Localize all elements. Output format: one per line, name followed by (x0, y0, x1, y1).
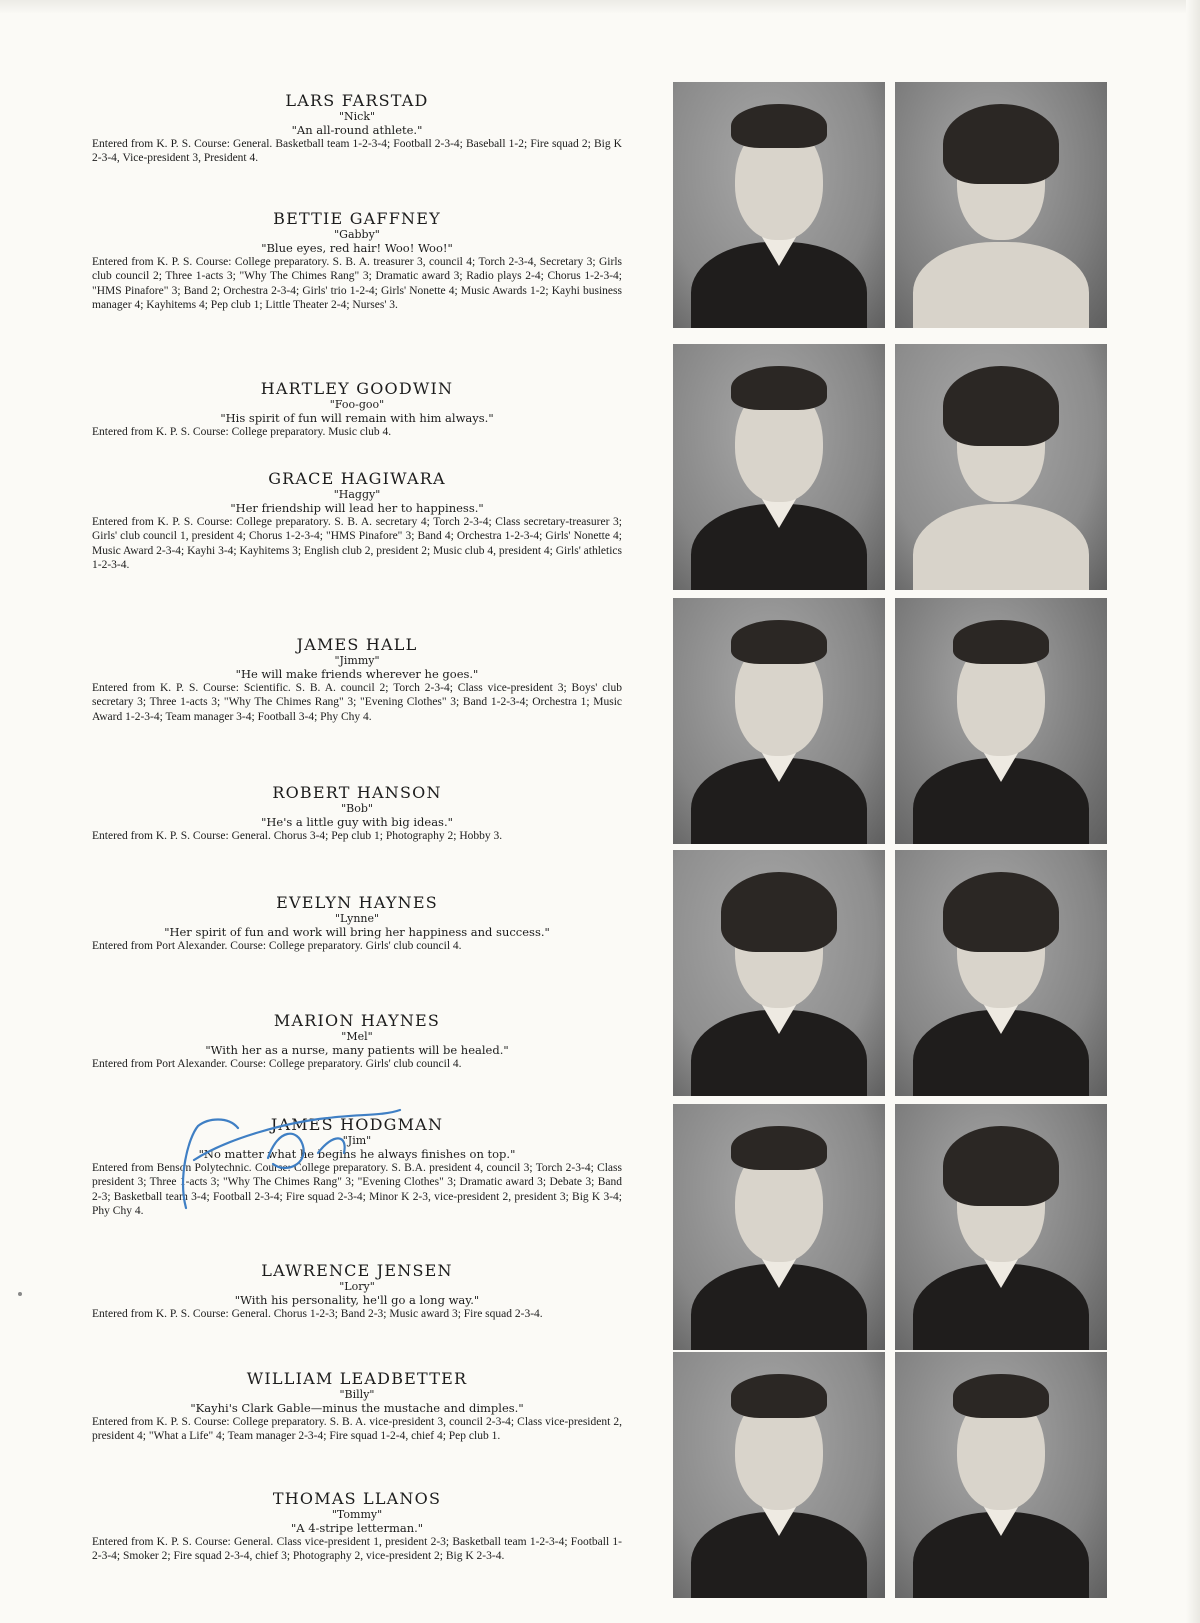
student-name: EVELYN HAYNES (276, 893, 438, 912)
nickname: "Bob" (341, 802, 373, 815)
bio-entry (92, 784, 622, 843)
quote: "He will make friends wherever he goes." (235, 667, 479, 681)
bio-entry (92, 636, 622, 724)
nickname: "Mel" (341, 1030, 373, 1043)
activities-text: Entered from K. P. S. Course: College preparatory. S. B. A. secretary 4; Torch 2-3-4; Class secretary-treasurer 3; Girls' club council 1, president 4; Chorus 1-2-3-4; "HMS Pinafore" 3; Band 4; Orchestra 1-2-3-4; Girls' Nonette 4; Music Award 2-3-4; Kayhi 3-4; Kayhitems 3; English club 2, president 2; Music club 4, president 4; Girls' athletics 1-2-3-4. (92, 516, 622, 572)
bio-entry (92, 1012, 622, 1071)
student-name: BETTIE GAFFNEY (273, 209, 441, 228)
student-name: LARS FARSTAD (285, 91, 429, 110)
quote: "With her as a nurse, many patients will be healed." (205, 1043, 509, 1057)
student-portrait (895, 850, 1107, 1096)
activities-text: Entered from K. P. S. Course: College preparatory. S. B. A. treasurer 3, council 4; Torch 2-3-4, Secretary 3; Girls club council 2; Three 1-acts 3; "Why The Chimes Rang" 3; Dramatic award 3; Radio plays 2-4; Chorus 1-2-3-4; "HMS Pinafore" 3; Band 2; Orchestra 2-3-4; Girls' trio 1-2-4; Girls' Nonette 4; Music Awards 1-2; Kayhi business manager 4; Kayhitems 4; Pep club 1; Little Theater 2-4; Nurses' 3. (92, 256, 622, 312)
nickname: "Jimmy" (334, 654, 380, 667)
student-portrait (673, 344, 885, 590)
activities-text: Entered from K. P. S. Course: General. Chorus 1-2-3; Band 2-3; Music award 3; Fire squad 2-3-4. (92, 1308, 543, 1320)
student-portrait (673, 850, 885, 1096)
nickname: "Lory" (339, 1280, 375, 1293)
activities-text: Entered from Benson Polytechnic. Course: College preparatory. S. B.A. president 4, council 3; Torch 2-3-4; Class president 3; Three 1-acts 3; "Why The Chimes Rang" 3; "Evening Clothes" 3; Dramatic award 3; Debate 3; Band 2-3; Basketball team 3-4; Football 2-3-4; Fire squad 2-3-4; Minor K 2-3, vice-president 2, president 3; Big K 3-4; Phy Chy 4. (92, 1162, 622, 1218)
bio-entry (92, 210, 622, 313)
student-name: THOMAS LLANOS (272, 1489, 442, 1508)
bio-entry (92, 380, 622, 439)
nickname: "Nick" (338, 110, 376, 123)
quote: "With his personality, he'll go a long way." (234, 1293, 480, 1307)
student-name: MARION HAYNES (273, 1011, 441, 1030)
activities-text: Entered from Port Alexander. Course: College preparatory. Girls' club council 4. (92, 1058, 462, 1070)
student-name: GRACE HAGIWARA (268, 469, 446, 488)
student-name: WILLIAM LEADBETTER (246, 1369, 468, 1388)
activities-text: Entered from K. P. S. Course: General. Chorus 3-4; Pep club 1; Photography 2; Hobby 3. (92, 830, 503, 842)
student-name: ROBERT HANSON (272, 783, 442, 802)
nickname: "Lynne" (334, 912, 380, 925)
student-portrait (673, 82, 885, 328)
quote: "No matter what he begins he always finishes on top." (198, 1147, 516, 1161)
quote: "An all-round athlete." (291, 123, 423, 137)
student-portrait (895, 1104, 1107, 1350)
activities-text: Entered from Port Alexander. Course: College preparatory. Girls' club council 4. (92, 940, 462, 952)
quote: "His spirit of fun will remain with him always." (220, 411, 494, 425)
student-portrait (895, 344, 1107, 590)
page-edge (0, 0, 1200, 14)
quote: "Blue eyes, red hair! Woo! Woo!" (261, 241, 453, 255)
student-name: LAWRENCE JENSEN (261, 1261, 453, 1280)
student-name: JAMES HALL (296, 635, 418, 654)
student-name: JAMES HODGMAN (270, 1115, 444, 1134)
quote: "A 4-stripe letterman." (290, 1521, 424, 1535)
bio-entry (92, 1490, 622, 1564)
bio-entry (92, 470, 622, 573)
nickname: "Haggy" (333, 488, 381, 501)
quote: "Her friendship will lead her to happiness." (230, 501, 484, 515)
student-portrait (895, 82, 1107, 328)
student-portrait (673, 1104, 885, 1350)
bio-entry (92, 92, 622, 166)
student-name: HARTLEY GOODWIN (260, 379, 454, 398)
activities-text: Entered from K. P. S. Course: Scientific. S. B. A. council 2; Torch 2-3-4; Class vice-president 3; Boys' club secretary 3; Three 1-acts 3; "Why The Chimes Rang" 3; "Evening Clothes" 3; Band 1-2-3-4; Orchestra 1; Music Award 1-2-3-4; Team manager 3-4; Football 3-4; Phy Chy 4. (92, 682, 622, 723)
quote: "Her spirit of fun and work will bring her happiness and success." (164, 925, 550, 939)
page-edge (1186, 0, 1200, 1623)
bio-entry (92, 1262, 622, 1321)
quote: "Kayhi's Clark Gable—minus the mustache and dimples." (190, 1401, 524, 1415)
activities-text: Entered from K. P. S. Course: General. Basketball team 1-2-3-4; Football 2-3-4; Baseball 1-2; Fire squad 2; Big K 2-3-4, Vice-president 3, President 4. (92, 138, 622, 165)
student-portrait (673, 598, 885, 844)
activities-text: Entered from K. P. S. Course: College preparatory. S. B. A. vice-president 3, council 2-3-4; Class vice-president 2, president 4; "What a Life" 4; Team manager 2-3-4; Fire squad 1-2-4, chief 4; Pep club 1. (92, 1416, 622, 1443)
nickname: "Tommy" (331, 1508, 383, 1521)
student-portrait (895, 1352, 1107, 1598)
activities-text: Entered from K. P. S. Course: College preparatory. Music club 4. (92, 426, 392, 438)
nickname: "Gabby" (334, 228, 380, 241)
bio-entry (92, 1370, 622, 1444)
student-portrait (895, 598, 1107, 844)
bio-entry (92, 894, 622, 953)
quote: "He's a little guy with big ideas." (261, 815, 453, 829)
student-portrait (673, 1352, 885, 1598)
activities-text: Entered from K. P. S. Course: General. Class vice-president 1, president 2-3; Basketball team 1-2-3-4; Football 1-2-3-4; Smoker 2; Fire squad 2-3-4, chief 3; Photography 2, vice-president 2; Big K 2-3-4. (92, 1536, 622, 1563)
nickname: "Billy" (339, 1388, 375, 1401)
nickname: "Foo-goo" (329, 398, 385, 411)
bio-entry (92, 1116, 622, 1219)
nickname: "Jim" (342, 1134, 372, 1147)
margin-mark (18, 1292, 22, 1296)
